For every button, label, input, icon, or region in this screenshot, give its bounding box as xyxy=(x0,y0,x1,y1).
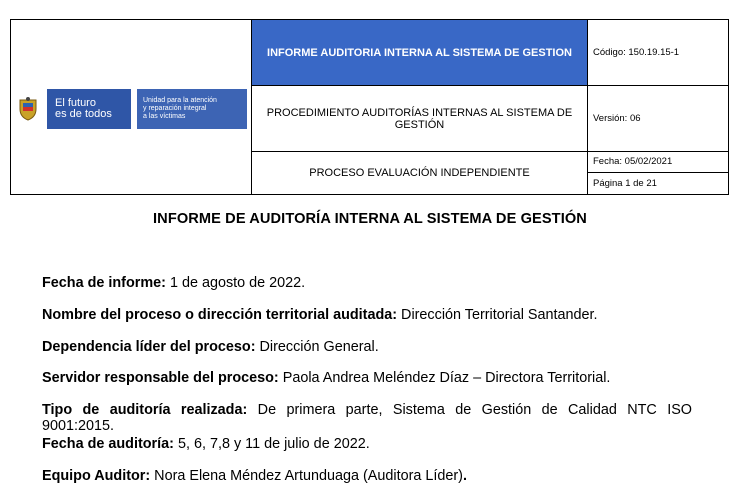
audit-date-value: 5, 6, 7,8 y 11 de julio de 2022. xyxy=(177,436,370,452)
audit-type-label: Tipo de auditoría realizada: xyxy=(42,402,248,418)
audit-team-value: Nora Elena Méndez Artunduaga (Auditora Líder) xyxy=(154,468,463,484)
audit-team-field xyxy=(42,468,467,485)
audit-type-value: De primera parte, Sistema de Gestión de Calidad NTC ISO xyxy=(257,402,692,418)
header-title: INFORME AUDITORIA INTERNA AL SISTEMA DE GESTION xyxy=(252,20,588,86)
colombia-crest-icon xyxy=(15,96,41,122)
process-name-label: Nombre del proceso o dirección territorial auditada: xyxy=(42,307,398,323)
document-header-table xyxy=(10,19,729,195)
audit-type-field xyxy=(42,402,692,419)
audit-date-label: Fecha de auditoría: xyxy=(42,436,174,452)
lead-dependency-label: Dependencia líder del proceso: xyxy=(42,339,256,355)
organization-logo xyxy=(15,89,247,129)
document-title: INFORME DE AUDITORÍA INTERNA AL SISTEMA DE GESTIÓN xyxy=(153,211,587,227)
date-page-cell xyxy=(588,152,729,195)
lead-dependency-value: Dirección General. xyxy=(259,339,379,355)
document-version: Versión: 06 xyxy=(588,86,729,152)
report-date-field xyxy=(42,275,305,292)
logo-unit-name: Unidad para la atención y reparación integral a las víctimas xyxy=(137,89,247,129)
responsible-label: Servidor responsable del proceso: xyxy=(42,370,279,386)
procedure-name: PROCEDIMIENTO AUDITORÍAS INTERNAS AL SISTEMA DE GESTIÓN xyxy=(252,86,588,152)
document-date: Fecha: 05/02/2021 xyxy=(593,156,673,167)
process-name-field xyxy=(42,307,598,324)
audit-team-period: . xyxy=(462,468,467,484)
page-number: Página 1 de 21 xyxy=(588,172,728,194)
logo-cell xyxy=(11,20,252,195)
logo-wordmark: El futuro es de todos xyxy=(47,89,131,129)
audit-team-label: Equipo Auditor: xyxy=(42,468,151,484)
process-name-value: Dirección Territorial Santander. xyxy=(401,307,598,323)
report-date-value: 1 de agosto de 2022. xyxy=(169,275,306,291)
lead-dependency-field xyxy=(42,339,379,356)
audit-date-field xyxy=(42,436,370,453)
report-date-label: Fecha de informe: xyxy=(42,275,166,291)
audit-type-continuation: 9001:2015. xyxy=(42,418,115,434)
responsible-value: Paola Andrea Meléndez Díaz – Directora Territorial. xyxy=(282,370,611,386)
responsible-field xyxy=(42,370,610,387)
document-code: Código: 150.19.15-1 xyxy=(588,20,729,86)
process-name: PROCESO EVALUACIÓN INDEPENDIENTE xyxy=(252,152,588,195)
